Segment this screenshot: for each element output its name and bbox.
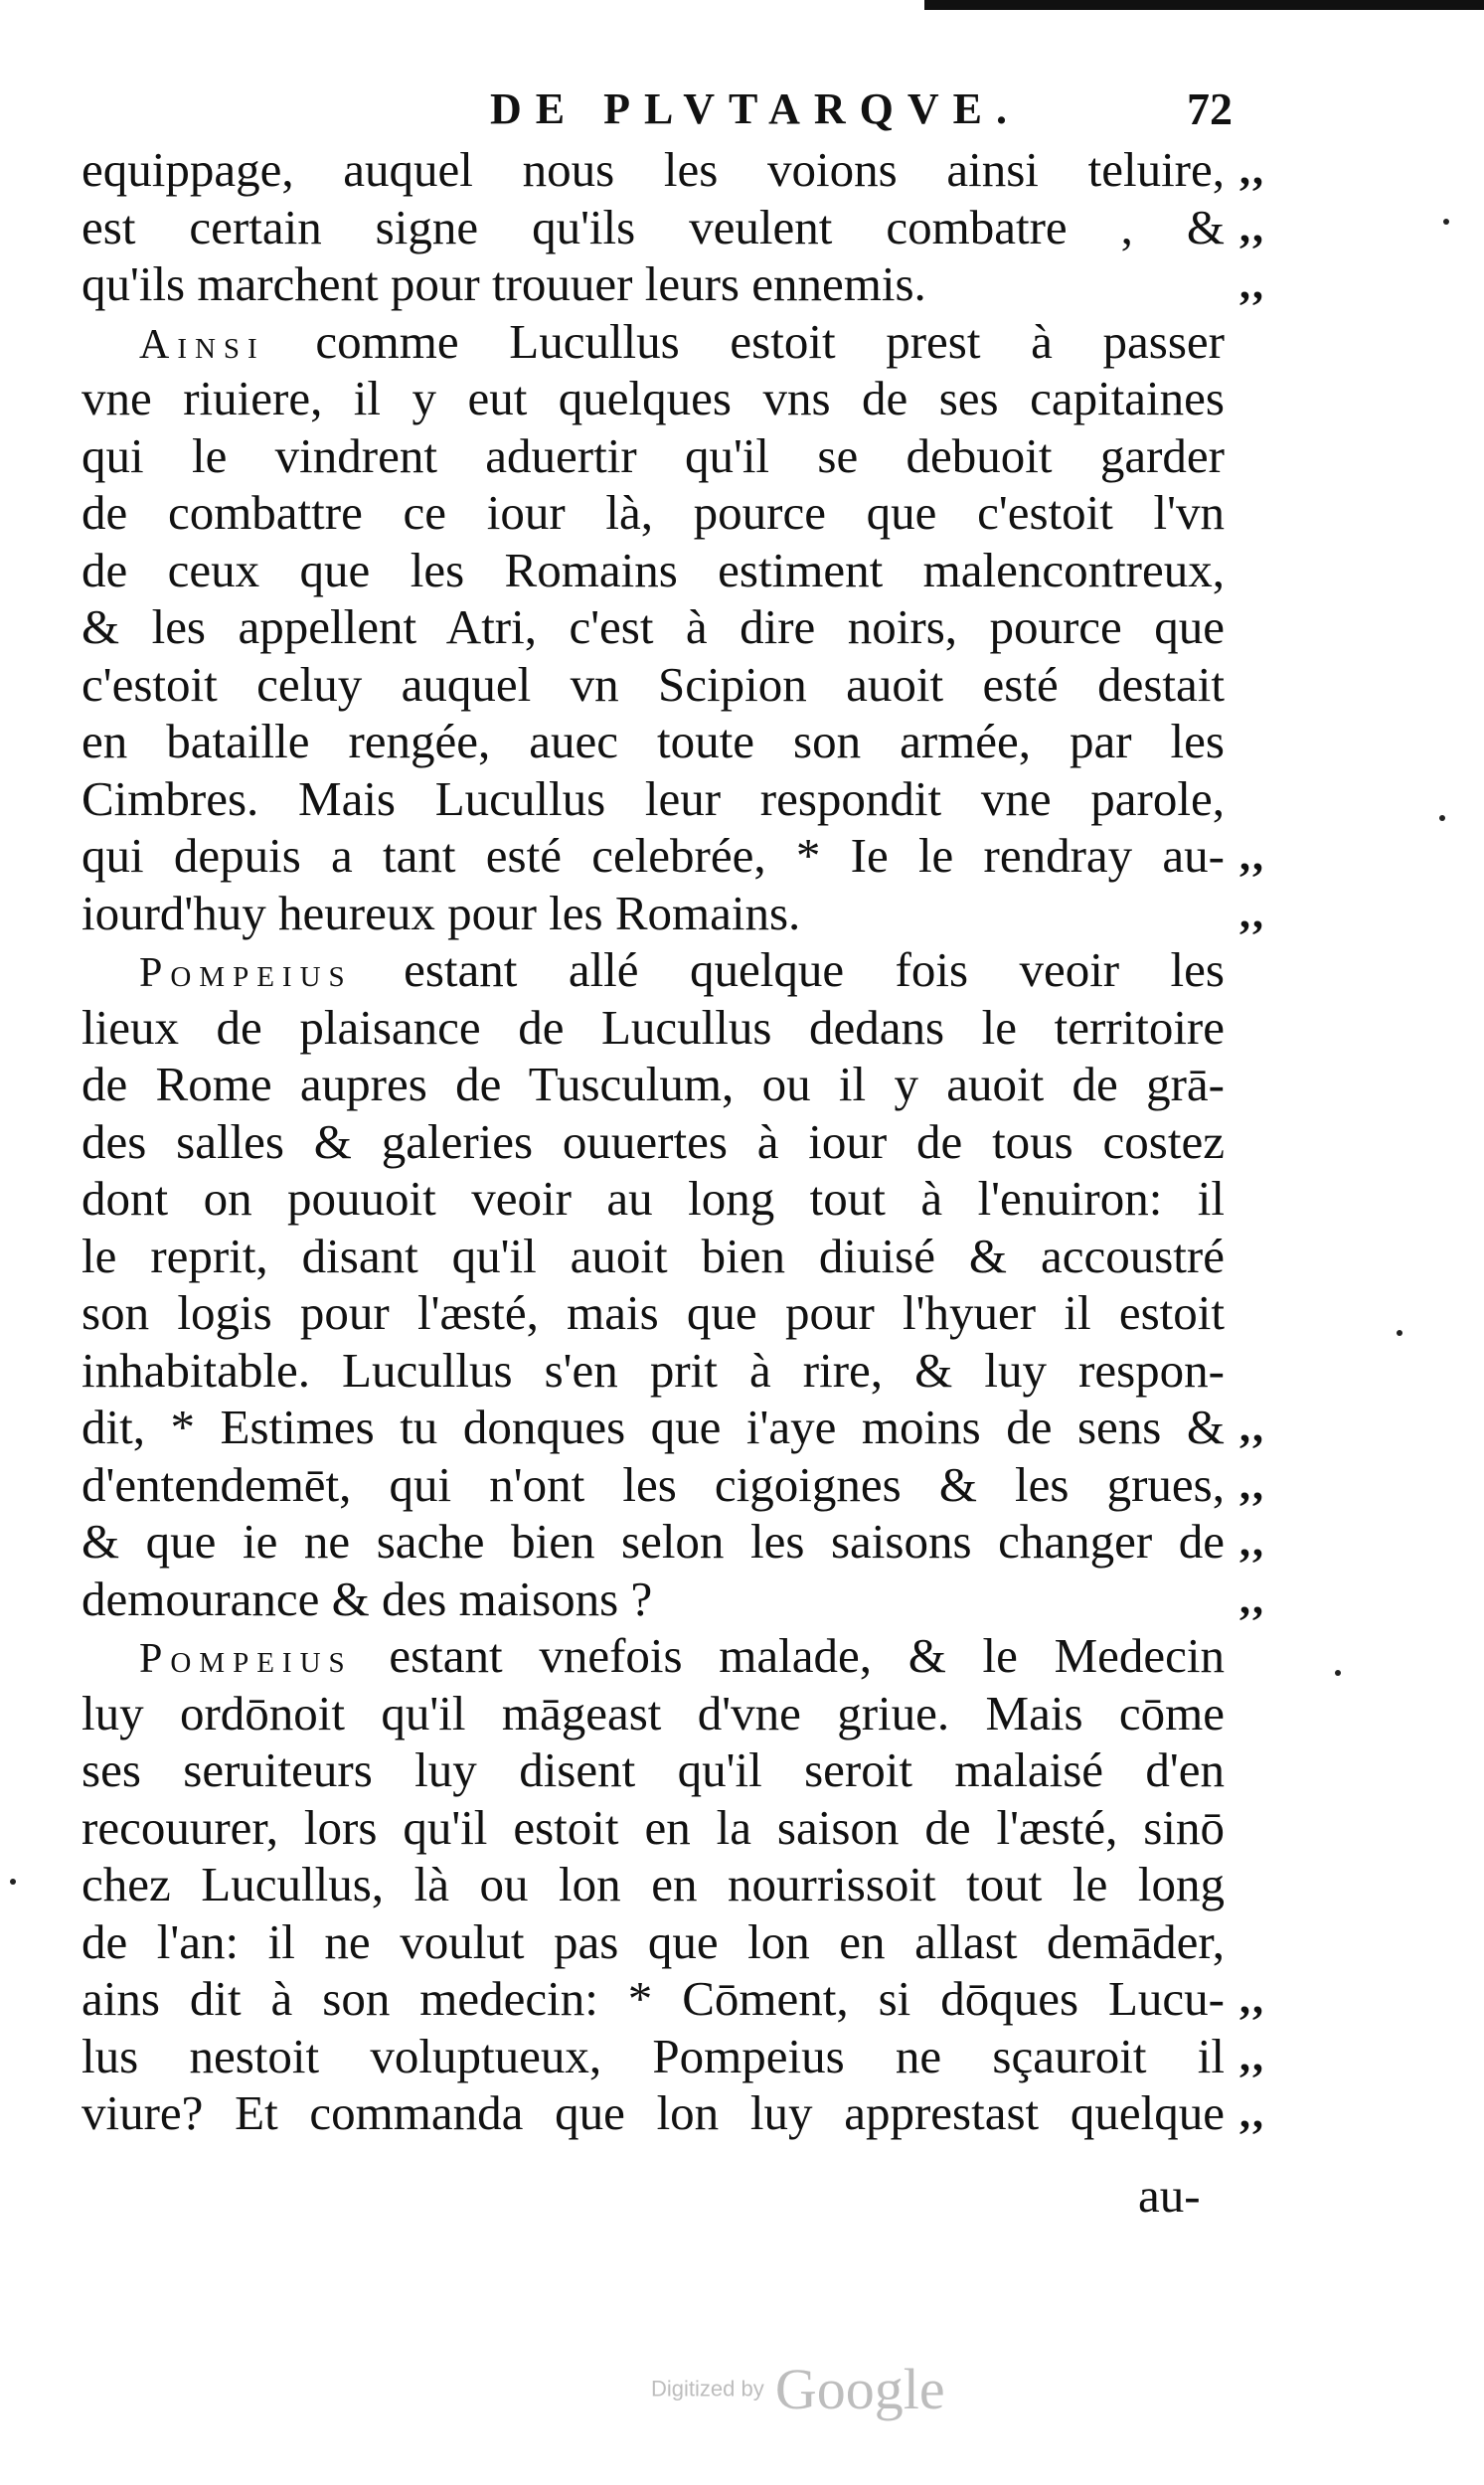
text-line [82, 1799, 1225, 1857]
text-line [82, 1571, 1265, 1628]
line-text: son logis pour l'æsté, mais que pour l'hyuer il estoit [82, 1285, 1225, 1340]
line-text: viure? Et commanda que lon luy apprestast quelque [82, 2085, 1225, 2140]
text-line [82, 656, 1225, 714]
line-text: d'entendemēt, qui n'ont les cigoignes & les grues, [82, 1456, 1225, 1512]
text-line [82, 598, 1225, 656]
line-text: dit, * Estimes tu donques que i'aye moins de sens & [82, 1400, 1225, 1454]
text-line [82, 1113, 1225, 1171]
marginal-quote-mark: ,, [1239, 888, 1265, 937]
marginal-quote-mark: ,, [1239, 202, 1265, 251]
print-speck [10, 1879, 16, 1885]
text-line [82, 1342, 1225, 1400]
text-line [82, 141, 1265, 199]
text-line [82, 1513, 1265, 1571]
line-text: est certain signe qu'ils veulent combatre , & [82, 199, 1225, 254]
line-text: iourd'huy heureux pour les Romains. [82, 885, 801, 940]
line-text: ses seruiteurs luy disent qu'il seroit malaisé d'en [82, 1742, 1225, 1797]
marginal-quote-mark: ,, [1239, 1459, 1265, 1509]
line-text: c'estoit celuy auquel vn Scipion auoit esté destait [82, 656, 1225, 712]
marginal-quote-mark: ,, [1239, 145, 1265, 194]
text-line [82, 1284, 1225, 1342]
line-text: de Rome aupres de Tusculum, ou il y auoit de grā- [82, 1057, 1225, 1111]
text-line [82, 713, 1225, 770]
text-line [82, 1856, 1225, 1913]
text-line [82, 313, 1225, 371]
line-text: estant allé quelque fois veoir les [352, 942, 1225, 997]
text-line [82, 255, 1265, 313]
watermark-prefix: Digitized by [651, 2376, 764, 2402]
text-line [82, 1685, 1225, 1742]
text-line [82, 1913, 1225, 1971]
line-text: chez Lucullus, là ou lon en nourrissoit tout le long [82, 1857, 1225, 1911]
line-text: de combattre ce iour là, pource que c'estoit l'vn [82, 485, 1225, 540]
page-header [358, 80, 1233, 139]
marginal-quote-mark: ,, [1239, 2031, 1265, 2080]
line-text: & les appellent Atri, c'est à dire noirs, pource que [82, 599, 1225, 654]
text-line [82, 2084, 1265, 2142]
marginal-quote-mark: ,, [1239, 1574, 1265, 1623]
text-line [82, 1627, 1225, 1685]
line-text: lieux de plaisance de Lucullus dedans le territoire [82, 999, 1225, 1055]
print-speck [1443, 219, 1449, 225]
marginal-quote-mark: ,, [1239, 831, 1265, 880]
line-text: le reprit, disant qu'il auoit bien diuisé & accoustré [82, 1228, 1225, 1283]
catchword: au- [1138, 2168, 1201, 2223]
line-text: demourance & des maisons ? [82, 1571, 653, 1626]
paragraph-lead-word: Pompeius [139, 1636, 353, 1682]
line-text: qu'ils marchent pour trouuer leurs ennemis. [82, 256, 926, 311]
text-line [82, 999, 1225, 1057]
text-line [82, 827, 1265, 885]
line-text: comme Lucullus estoit prest à passer [264, 313, 1225, 369]
line-text: lus nestoit voluptueux, Pompeius ne sçauroit il [82, 2028, 1225, 2083]
print-speck [1397, 1330, 1402, 1336]
text-line [82, 370, 1225, 427]
running-head: DE PLVTARQVE. [489, 84, 1022, 133]
text-line [82, 1970, 1265, 2028]
print-speck [1439, 815, 1445, 821]
text-line [82, 1456, 1265, 1514]
line-text: qui depuis a tant esté celebrée, * Ie le rendray au- [82, 828, 1225, 883]
line-text: luy ordōnoit qu'il māgeast d'vne griue. Mais cōme [82, 1685, 1225, 1740]
line-text: inhabitable. Lucullus s'en prit à rire, & luy respon- [82, 1342, 1225, 1398]
paragraph-lead-word: Ainsi [139, 321, 265, 368]
line-text: Cimbres. Mais Lucullus leur respondit vne parole, [82, 770, 1225, 826]
line-text: en bataille rengée, auec toute son armée, par les [82, 714, 1225, 768]
text-line [82, 1056, 1225, 1113]
text-line [82, 1170, 1225, 1228]
text-line [82, 1228, 1225, 1285]
marginal-quote-mark: ,, [1239, 1974, 1265, 2023]
text-line [82, 941, 1225, 999]
marginal-quote-mark: ,, [1239, 1517, 1265, 1566]
text-line [82, 1399, 1265, 1456]
line-text: qui le vindrent aduertir qu'il se debuoit garder [82, 427, 1225, 483]
text-line [82, 542, 1225, 599]
line-text: vne riuiere, il y eut quelques vns de ses capitaines [82, 371, 1225, 425]
line-text: recouurer, lors qu'il estoit en la saison de l'æsté, sinō [82, 1799, 1225, 1855]
marginal-quote-mark: ,, [1239, 259, 1265, 308]
line-text: de ceux que les Romains estiment malencontreux, [82, 542, 1225, 597]
line-text: & que ie ne sache bien selon les saisons changer de [82, 1514, 1225, 1569]
line-text: ains dit à son medecin: * Cōment, si dōques Lucu- [82, 1971, 1225, 2026]
paragraph-lead-word: Pompeius [139, 950, 353, 996]
text-line [82, 199, 1265, 256]
digitized-watermark [651, 2356, 945, 2435]
text-line [82, 2028, 1265, 2085]
marginal-quote-mark: ,, [1239, 2088, 1265, 2137]
text-line [82, 770, 1225, 828]
page-number: 72 [1187, 83, 1233, 134]
line-text: equippage, auquel nous les voions ainsi teluire, [82, 142, 1225, 197]
top-border-rule [924, 0, 1484, 10]
line-text: dont on pouuoit veoir au long tout à l'enuiron: il [82, 1171, 1225, 1226]
line-text: des salles & galeries ouuertes à iour de tous costez [82, 1113, 1225, 1169]
line-text: estant vnefois malade, & le Medecin [352, 1628, 1225, 1683]
text-line [82, 484, 1225, 542]
text-line [82, 427, 1225, 485]
marginal-quote-mark: ,, [1239, 1403, 1265, 1451]
body-text [82, 141, 1265, 2142]
text-line [82, 1741, 1225, 1799]
print-speck [1335, 1670, 1341, 1676]
line-text: de l'an: il ne voulut pas que lon en allast demāder, [82, 1913, 1225, 1969]
text-line [82, 885, 1265, 942]
google-logo: Google [774, 2357, 945, 2421]
